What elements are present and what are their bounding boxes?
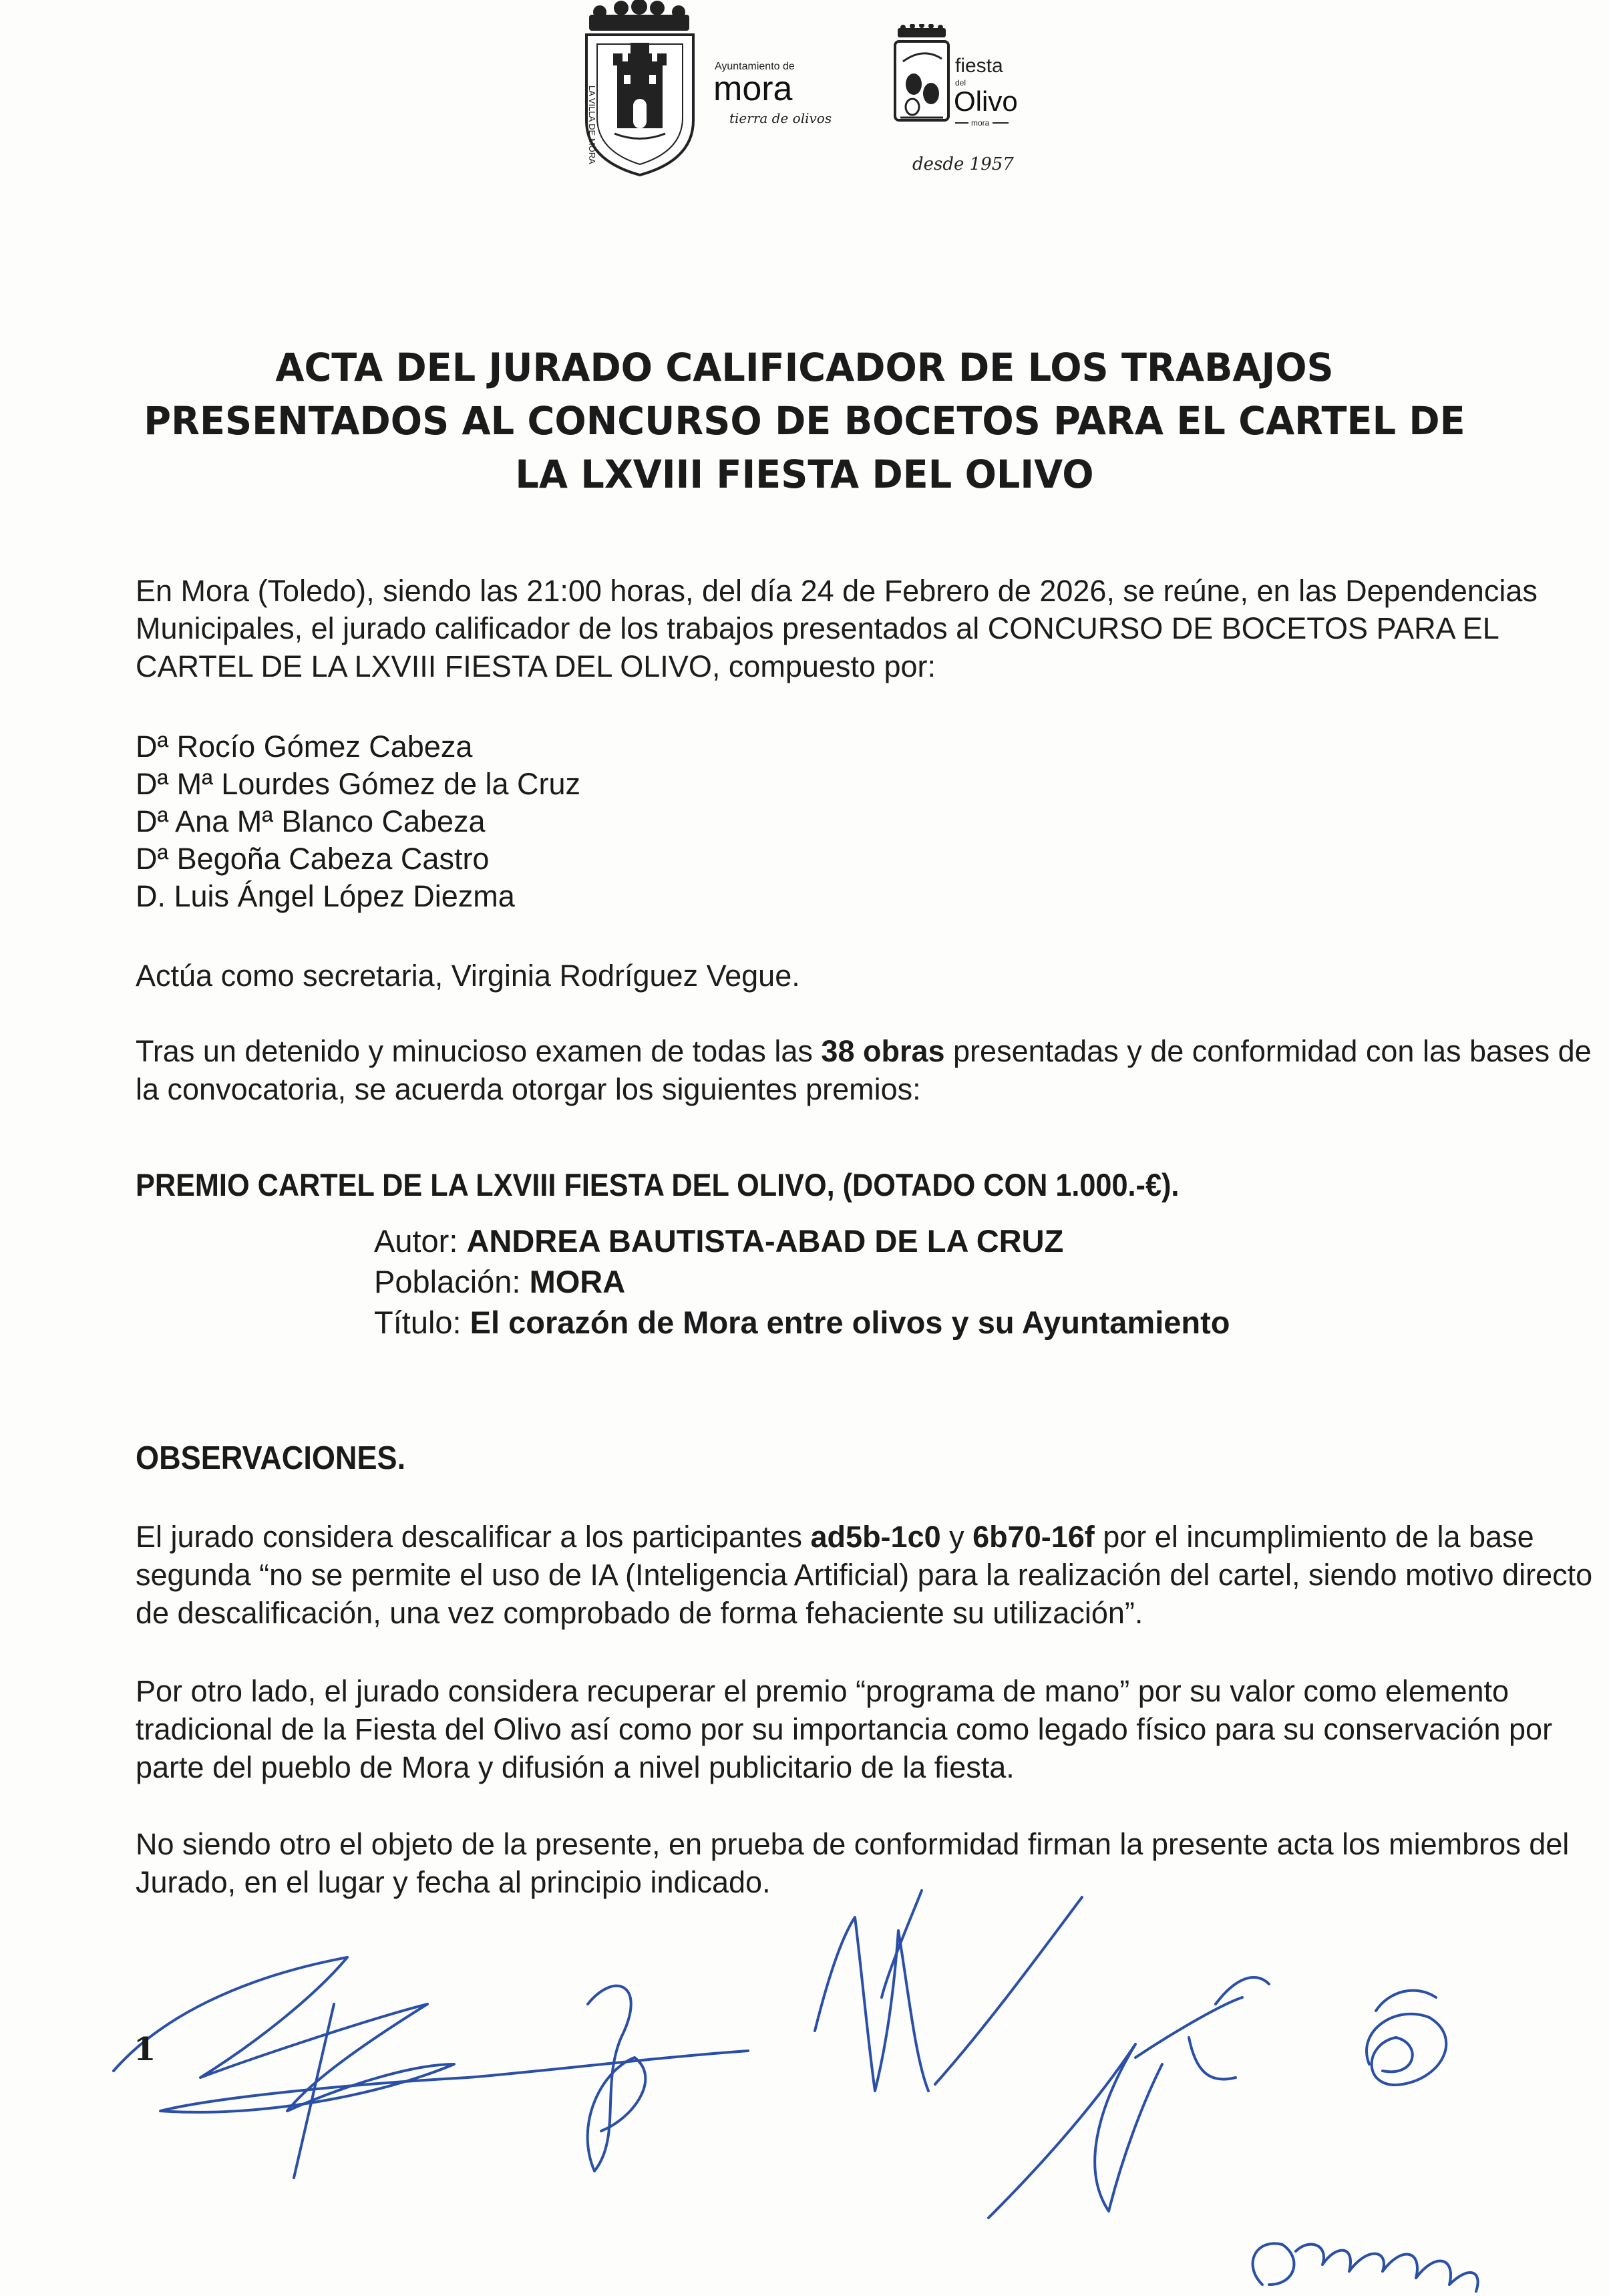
svg-text:Ayuntamiento de: Ayuntamiento de <box>715 61 795 72</box>
signature-6 <box>1253 2243 1478 2291</box>
disqualified-code: 6b70-16f <box>972 1520 1095 1554</box>
prize-town: Población: MORA <box>374 1264 626 1299</box>
intro-line-3: CARTEL DE LA LXVIII FIESTA DEL OLIVO, compuesto por: <box>136 649 936 683</box>
signature-1 <box>114 1957 468 2112</box>
svg-text:tierra de olivos: tierra de olivos <box>729 110 832 126</box>
jury-member: Dª Rocío Gómez Cabeza <box>136 729 473 764</box>
observation-1-line-3: de descalificación, una vez comprobado de forma fehaciente su utilización”. <box>136 1596 1143 1630</box>
svg-text:desde 1957: desde 1957 <box>912 154 1014 174</box>
observation-1-line-1: El jurado considera descalificar a los participantes ad5b-1c0 y 6b70-16f por el incumplimiento de la base <box>136 1520 1534 1554</box>
title-line-1: ACTA DEL JURADO CALIFICADOR DE LOS TRABAJOS <box>275 345 1334 390</box>
signature-2 <box>468 1986 748 2171</box>
jury-member: Dª Begoña Cabeza Castro <box>136 842 490 876</box>
svg-text:mora: mora <box>713 69 793 108</box>
document-title <box>32 341 1577 501</box>
signature-5 <box>1367 1991 1446 2085</box>
page-number: 1 <box>134 2031 156 2068</box>
intro-line-2: Municipales, el jurado calificador de los trabajos presentados al CONCURSO DE BOCETOS PARA EL <box>136 611 1499 645</box>
svg-text:fiesta: fiesta <box>955 55 1003 77</box>
svg-text:Olivo: Olivo <box>954 86 1018 117</box>
observation-1-line-2: segunda “no se permite el uso de IA (Inteligencia Artificial) para la realización del cartel, siendo motivo directo <box>136 1558 1593 1592</box>
secretary-line: Actúa como secretaria, Virginia Rodríguez Vegue. <box>136 959 800 993</box>
observation-2-line-2: tradicional de la Fiesta del Olivo así como por su importancia como legado físico para su conservación por <box>136 1712 1553 1746</box>
observation-2-line-1: Por otro lado, el jurado considera recuperar el premio “programa de mano” por su valor como elemento <box>136 1674 1509 1708</box>
jury-signatures <box>0 1857 1609 2296</box>
closing-line-2: Jurado, en el lugar y fecha al principio indicado. <box>136 1865 771 1899</box>
jury-member: Dª Mª Lourdes Gómez de la Cruz <box>136 767 581 801</box>
jury-member: Dª Ana Mª Blanco Cabeza <box>136 804 486 838</box>
prize-work-title: Título: El corazón de Mora entre olivos y su Ayuntamiento <box>374 1305 1230 1340</box>
title-line-2: PRESENTADOS AL CONCURSO DE BOCETOS PARA EL CARTEL DE <box>144 398 1465 444</box>
svg-text:mora: mora <box>971 118 990 128</box>
intro-line-1: En Mora (Toledo), siendo las 21:00 horas, del día 24 de Febrero de 2026, se reúne, en las Dependencias <box>136 574 1538 608</box>
observation-2-line-3: parte del pueblo de Mora y difusión a nivel publicitario de la fiesta. <box>136 1750 1015 1784</box>
signature-3 <box>815 1891 1082 2091</box>
prize-author: Autor: ANDREA BAUTISTA-ABAD DE LA CRUZ <box>374 1223 1064 1259</box>
svg-text:del: del <box>955 78 966 88</box>
mora-coat-of-arms-logo <box>574 0 835 180</box>
seal-text: LA VILLA DE MORA <box>587 86 597 164</box>
prize-title: PREMIO CARTEL DE LA LXVIII FIESTA DEL OLIVO, (DOTADO CON 1.000.-€). <box>136 1167 1180 1202</box>
closing-line-1: No siendo otro el objeto de la presente, en prueba de conformidad firman la presente acta los miembros del <box>136 1827 1570 1861</box>
fiesta-del-olivo-logo <box>888 24 1042 178</box>
observations-title: OBSERVACIONES. <box>136 1440 406 1476</box>
signature-4 <box>989 1977 1269 2218</box>
exam-line-2: la convocatoria, se acuerda otorgar los siguientes premios: <box>136 1072 921 1106</box>
jury-member: D. Luis Ángel López Diezma <box>136 879 515 913</box>
title-line-3: LA LXVIII FIESTA DEL OLIVO <box>515 452 1094 497</box>
disqualified-code: ad5b-1c0 <box>810 1520 941 1554</box>
exam-line-1: Tras un detenido y minucioso examen de todas las 38 obras presentadas y de conformidad con las bases de <box>136 1034 1592 1068</box>
works-count: 38 obras <box>821 1034 945 1068</box>
